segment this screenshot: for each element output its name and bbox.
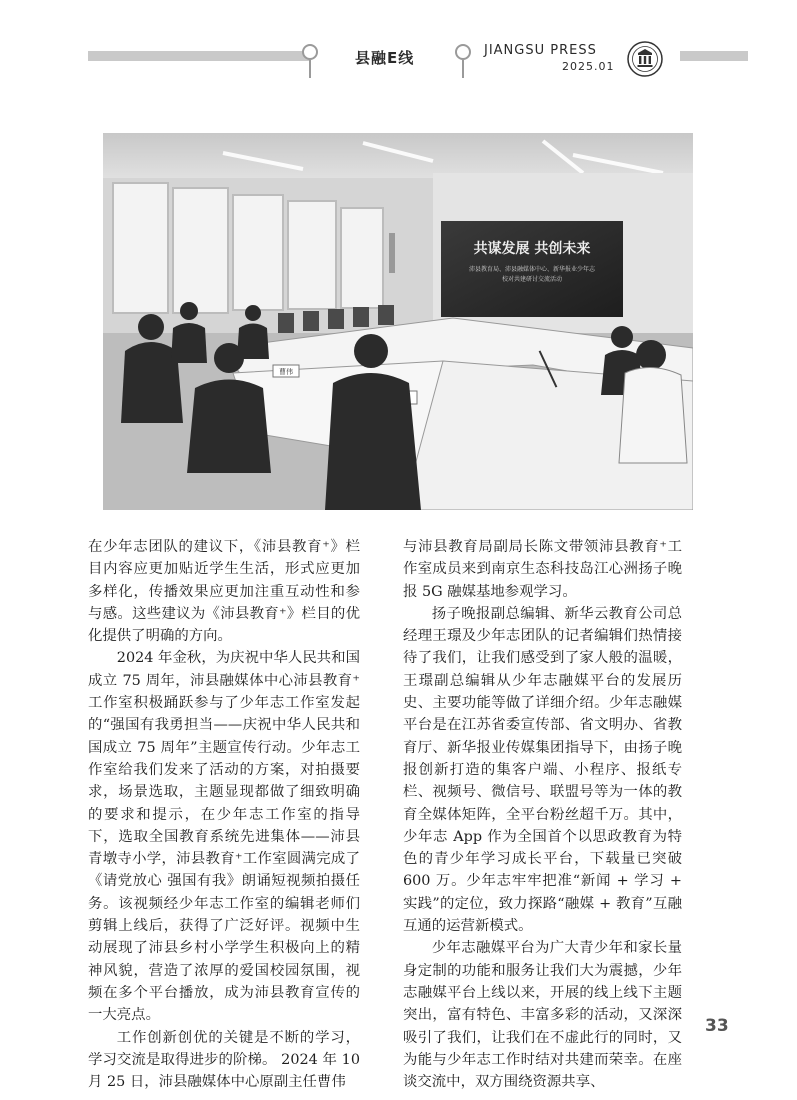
section-title: 县融E线 [355, 49, 415, 67]
press-logo-icon [627, 41, 663, 77]
paragraph: 工作创新创优的关键是不断的学习，学习交流是取得进步的阶梯。 2024 年 10 月 25 日，沛县融媒体中心原副主任曹伟 [88, 1029, 360, 1091]
meeting-photo [103, 133, 693, 510]
pin-ornament-icon [302, 44, 318, 78]
paragraph: 与沛县教育局副局长陈文带领沛县教育⁺工作室成员来到南京生态科技岛江心洲扬子晚报 5G 融媒基地参观学习。 [403, 539, 682, 600]
screen-subtitle-2: 校对共建研讨交流活动 [501, 276, 563, 283]
paragraph: 2024 年金秋，为庆祝中华人民共和国成立 75 周年，沛县融媒体中心沛县教育⁺工作室积极踊跃参与了少年志工作室发起的“强国有我勇担当——庆祝中华人民共和国成立 75 周年”主题宣传行动。少年志工作室给我们发来了活动的方案，对拍摄要求，场景选取，主题显现都做了细致明确的要求和提示，在少年志工作室的指导下，选取全国教育系统先进集体——沛县青墩寺小学，沛县教育⁺工作室圆满完成了《请党放心 强国有我》朗诵短视频拍摄任务。该视频经少年志工作室的编辑老师们剪辑上线后，获得了广泛好评。视频中生动展现了沛县乡村小学学生积极向上的精神风貌，营造了浓厚的爱国校园氛围，视频在多个平台播放，成为沛县教育宣传的一大亮点。 [88, 650, 360, 1024]
press-name: JIANGSU PRESS [484, 43, 597, 58]
article-column-right [403, 536, 682, 1093]
article-column-left [88, 536, 360, 1093]
paragraph: 少年志融媒平台为广大青少年和家长量身定制的功能和服务让我们大为震撼，少年志融媒平台上线以来，开展的线上线下主题突出，富有特色、丰富多彩的活动，又深深吸引了我们，让我们在不虚此行的同时，又为能与少年志工作时结对共建而荣幸。在座谈交流中，双方围绕资源共享、 [403, 940, 682, 1091]
screen-title: 共谋发展 共创未来 [473, 241, 591, 257]
screen-subtitle-1: 沛县教育局、沛县融媒体中心、新华报业少年志 [468, 266, 596, 273]
pin-ornament-icon [455, 44, 471, 78]
issue-number: 2025.01 [562, 60, 615, 73]
page-number: 33 [705, 1016, 729, 1036]
paragraph: 在少年志团队的建议下，《沛县教育⁺》栏目内容应更加贴近学生生活，形式应更加多样化，传播效果应更加注重互动性和参与感。这些建议为《沛县教育⁺》栏目的优化提供了明确的方向。 [88, 539, 360, 645]
nameplate-1: 曹伟 [279, 368, 293, 376]
paragraph: 扬子晚报副总编辑、新华云教育公司总经理王璟及少年志团队的记者编辑们热情接待了我们，让我们感受到了家人般的温暖，王璟副总编辑从少年志融媒平台的发展历史、主要功能等做了详细介绍。少年志融媒平台是在江苏省委宣传部、省文明办、省教育厅、新华报业传媒集团指导下，由扬子晚报创新打造的集客户端、小程序、报纸专栏、视频号、微信号、联盟号等为一体的教育全媒体矩阵，全平台粉丝超千万。其中，少年志 App 作为全国首个以思政教育为特色的青少年学习成长平台，下载量已突破 600 万。少年志牢牢把准“新闻 + 学习 + 实践”的定位，致力探路“融媒 + 教育”互融互通的运营新模式。 [403, 605, 682, 935]
header-bar-left [88, 51, 310, 61]
header-bar-right [680, 51, 748, 61]
